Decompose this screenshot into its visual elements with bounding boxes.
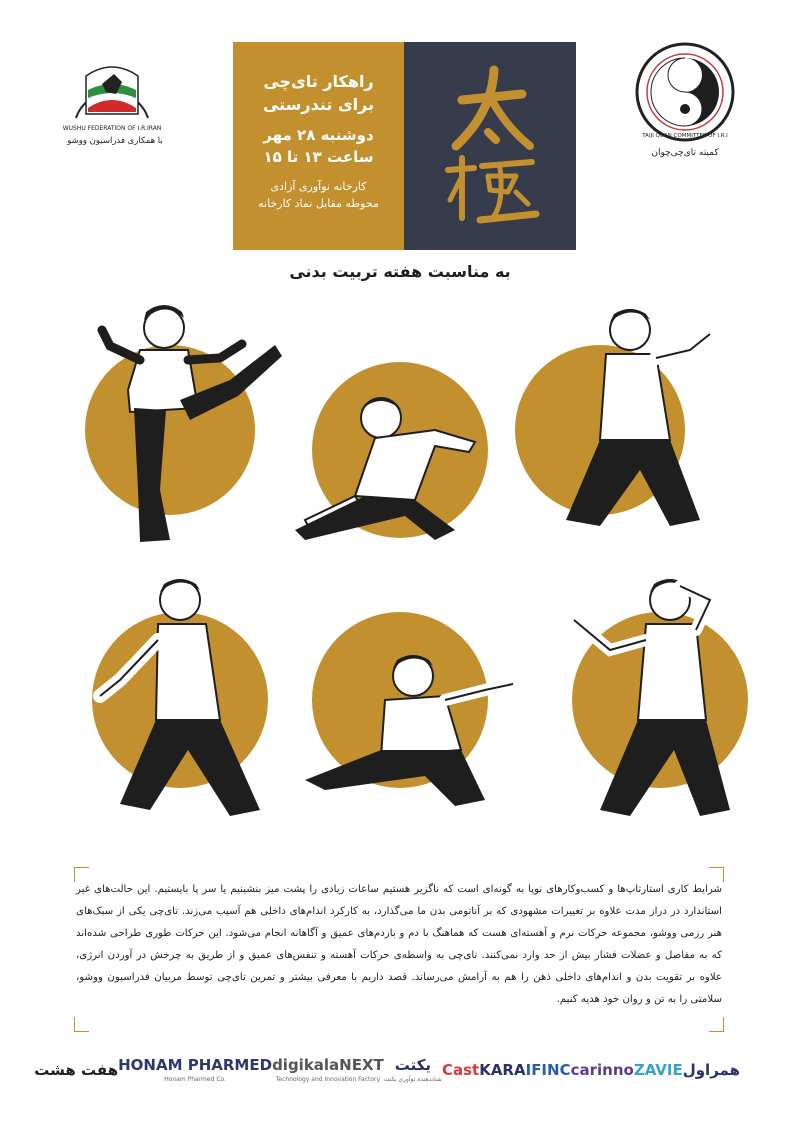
frame-corner [74,1017,89,1032]
taichi-figure-low-stance [285,330,515,590]
sponsor-name: digikalaNEXT [272,1056,384,1074]
event-title-line2: برای تندرستی [262,95,375,114]
sponsor-name: KARA [479,1061,526,1079]
taichi-figure-arm-overhead [520,570,750,830]
sponsor-logo [634,1048,683,1093]
svg-text:TAIJI QUAN COMMITTEE OF I.R.I: TAIJI QUAN COMMITTEE OF I.R.I [642,133,728,139]
event-title-line1: راهکار تای‌چی [263,72,374,91]
sponsor-logo [571,1048,634,1093]
occasion-heading: به مناسبت هفته تربیت بدنی [289,262,511,281]
sponsor-logo [683,1048,740,1093]
sponsor-tagline: Technology and Innovation Factory [275,1076,381,1083]
sponsor-logo [272,1048,384,1093]
sponsor-logo [118,1048,272,1093]
svg-text:WUSHU FEDERATION OF I.R.IRAN: WUSHU FEDERATION OF I.R.IRAN [62,125,162,132]
sponsor-name: HONAM PHARMED [118,1056,273,1074]
wushu-federation-logo [62,48,162,134]
sponsor-tagline: Honam Pharmed Co. [164,1076,226,1083]
sponsor-name: carinno [570,1061,634,1079]
taichi-figure-high-kick [70,290,300,550]
sponsor-name: ZAVIE [633,1061,683,1079]
sponsor-logo [479,1048,525,1093]
sponsor-logo [442,1048,479,1093]
sponsor-name: IFINC [525,1061,571,1079]
taiji-committee-logo [630,40,740,144]
sponsor-name: هفت هشت [34,1061,119,1079]
frame-corner [709,1017,724,1032]
sponsor-name: یکتت [394,1056,432,1074]
description-text: شرایط کاری استارتاپ‌ها و کسب‌وکارهای نوپا به گونه‌ای است که ناگزیر هستیم ساعات زیادی را پشت میز بنشینیم یا سر پا بایستیم. این حالت‌های غیر استاندارد در دراز مدت علاوه بر تغییرات مشهودی که بر آناتومی بدن ما می‌گذارد، به کارکرد اندام‌های داخلی هم آسیب می‌زند. تای‌چی یکی از سبک‌های هنر رزمی ووشو، مجموعه حرکات نرم و آهسته‌ای هست که هماهنگ با دم و بازدم‌های عمیق و آگاهانه انجام می‌شود. این حرکات طوری طراحی شده‌اند که به مفاصل و عضلات فشار بیش از حد وارد نمی‌کنند. تای‌چی به واسطه‌ی حرکات آهسته و تنفس‌های عمیق و از طریق به چرخش در آوردن انرژی، علاوه بر تقویت بدن و اندام‌های داخلی ذهن را هم به آرامش می‌رساند. قصد داریم با معرفی بیشتر و تمرین تای‌چی توسط مربیان فدراسیون ووشو، سلامتی را به تن و روان خود هدیه کنیم. [76,884,722,1005]
venue-line1: کارخانه نوآوری آزادی [270,180,367,193]
taichi-figure-crouching-lunge [285,620,515,880]
sponsor-logo [384,1048,442,1093]
federation-caption: با همکاری فدراسیون ووشو [67,136,163,146]
taichi-figure-standing-arms-raised [520,290,750,550]
venue-line2: محوطه مقابل نماد کارخانه [258,197,379,210]
description-box [74,867,724,1032]
sponsor-logo [34,1048,118,1093]
sponsor-name: Cast [441,1061,480,1079]
sponsor-logo [526,1048,571,1093]
taiji-calligraphy-panel [404,42,576,250]
sponsor-tagline: شتابدهنده نوآوری یکتت [383,1076,442,1083]
sponsor-name: همراول [682,1061,740,1079]
taichi-figure-wide-stance-reach [70,570,300,830]
event-time: ساعت ۱۳ تا ۱۵ [263,148,374,166]
event-date: دوشنبه ۲۸ مهر [263,126,374,144]
sponsor-logos-row [34,1048,740,1093]
event-info-box [233,42,404,250]
committee-caption: کمیته تای‌چی‌چوان [651,148,719,158]
